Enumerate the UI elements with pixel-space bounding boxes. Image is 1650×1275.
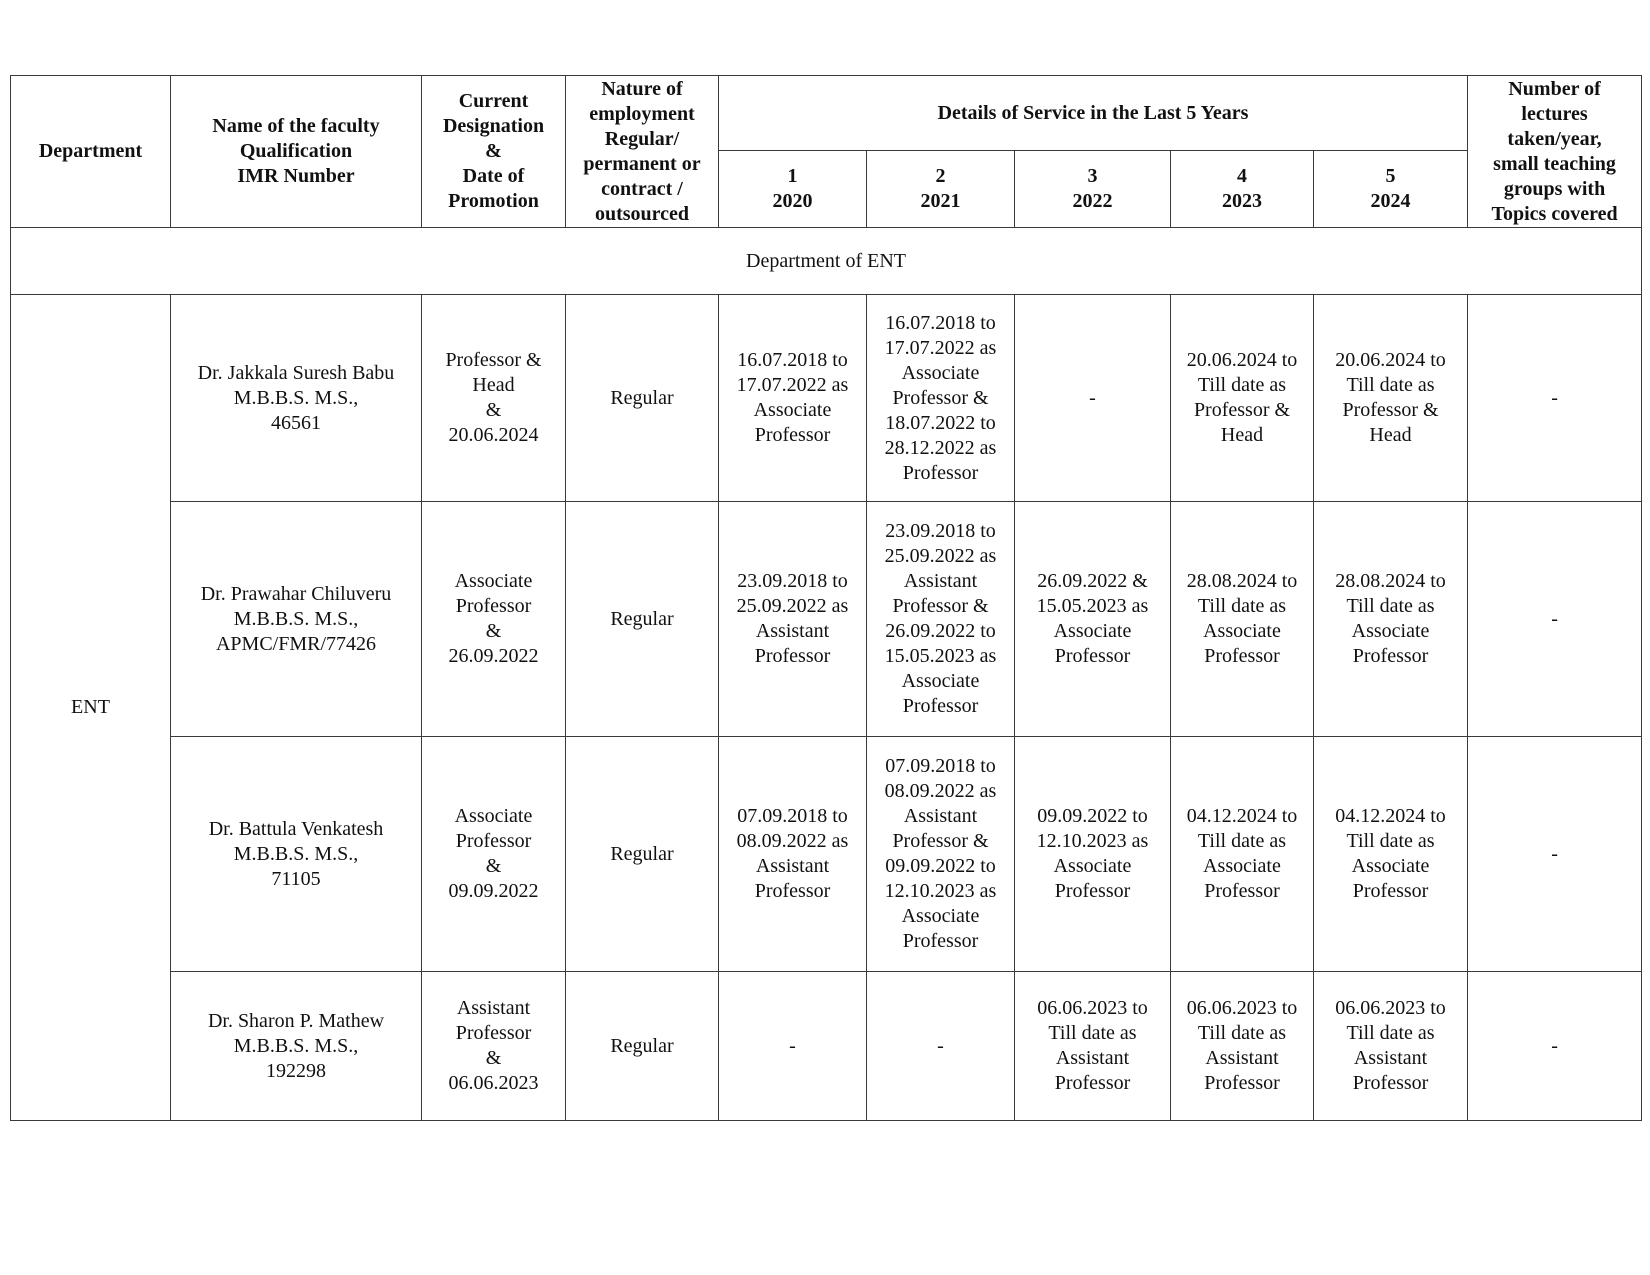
year-3-cell: 06.06.2023 to Till date as Assistant Professor [1015, 972, 1171, 1121]
faculty-service-table [10, 75, 1642, 1121]
year-4-cell: 28.08.2024 to Till date as Associate Professor [1171, 502, 1314, 737]
employment-cell: Regular [566, 737, 719, 972]
year-4-cell: 04.12.2024 to Till date as Associate Professor [1171, 737, 1314, 972]
year-4-cell: 20.06.2024 to Till date as Professor & Head [1171, 295, 1314, 502]
employment-cell: Regular [566, 972, 719, 1121]
faculty-cell: Dr. Battula Venkatesh M.B.B.S. M.S., 71105 [171, 737, 422, 972]
year-1-cell: 16.07.2018 to 17.07.2022 as Associate Professor [719, 295, 867, 502]
year-4-cell: 06.06.2023 to Till date as Assistant Professor [1171, 972, 1314, 1121]
department-cell: ENT [11, 295, 171, 1121]
year-3-cell: 09.09.2022 to 12.10.2023 as Associate Professor [1015, 737, 1171, 972]
year-2-cell: 07.09.2018 to 08.09.2022 as Assistant Professor & 09.09.2022 to 12.10.2023 as Associate Professor [867, 737, 1015, 972]
year-3-cell: - [1015, 295, 1171, 502]
designation-cell: Associate Professor & 09.09.2022 [422, 737, 566, 972]
header-department: Department [11, 76, 171, 228]
year-2-cell: 16.07.2018 to 17.07.2022 as Associate Professor & 18.07.2022 to 28.12.2022 as Professor [867, 295, 1015, 502]
header-service-details: Details of Service in the Last 5 Years [719, 76, 1468, 151]
header-year-3: 3 2022 [1015, 151, 1171, 228]
table-row [11, 502, 1642, 737]
section-title: Department of ENT [11, 228, 1642, 295]
year-5-cell: 28.08.2024 to Till date as Associate Professor [1314, 502, 1468, 737]
faculty-cell: Dr. Prawahar Chiluveru M.B.B.S. M.S., APMC/FMR/77426 [171, 502, 422, 737]
employment-cell: Regular [566, 502, 719, 737]
year-1-cell: 07.09.2018 to 08.09.2022 as Assistant Professor [719, 737, 867, 972]
header-designation: Current Designation & Date of Promotion [422, 76, 566, 228]
year-2-cell: 23.09.2018 to 25.09.2022 as Assistant Professor & 26.09.2022 to 15.05.2023 as Associate Professor [867, 502, 1015, 737]
designation-cell: Assistant Professor & 06.06.2023 [422, 972, 566, 1121]
faculty-cell: Dr. Sharon P. Mathew M.B.B.S. M.S., 192298 [171, 972, 422, 1121]
year-5-cell: 04.12.2024 to Till date as Associate Professor [1314, 737, 1468, 972]
header-year-4: 4 2023 [1171, 151, 1314, 228]
faculty-cell: Dr. Jakkala Suresh Babu M.B.B.S. M.S., 46561 [171, 295, 422, 502]
table-row [11, 295, 1642, 502]
section-row [11, 228, 1642, 295]
year-3-cell: 26.09.2022 & 15.05.2023 as Associate Professor [1015, 502, 1171, 737]
header-row [11, 76, 1642, 151]
table-row [11, 972, 1642, 1121]
header-faculty: Name of the faculty Qualification IMR Number [171, 76, 422, 228]
year-5-cell: 20.06.2024 to Till date as Professor & Head [1314, 295, 1468, 502]
employment-cell: Regular [566, 295, 719, 502]
year-1-cell: - [719, 972, 867, 1121]
header-employment: Nature of employment Regular/ permanent or contract / outsourced [566, 76, 719, 228]
header-lectures: Number of lectures taken/year, small teaching groups with Topics covered [1468, 76, 1642, 228]
year-1-cell: 23.09.2018 to 25.09.2022 as Assistant Professor [719, 502, 867, 737]
designation-cell: Professor & Head & 20.06.2024 [422, 295, 566, 502]
lectures-cell: - [1468, 295, 1642, 502]
lectures-cell: - [1468, 737, 1642, 972]
table-row [11, 737, 1642, 972]
designation-cell: Associate Professor & 26.09.2022 [422, 502, 566, 737]
lectures-cell: - [1468, 972, 1642, 1121]
header-year-2: 2 2021 [867, 151, 1015, 228]
header-year-1: 1 2020 [719, 151, 867, 228]
lectures-cell: - [1468, 502, 1642, 737]
header-year-5: 5 2024 [1314, 151, 1468, 228]
year-5-cell: 06.06.2023 to Till date as Assistant Professor [1314, 972, 1468, 1121]
year-2-cell: - [867, 972, 1015, 1121]
